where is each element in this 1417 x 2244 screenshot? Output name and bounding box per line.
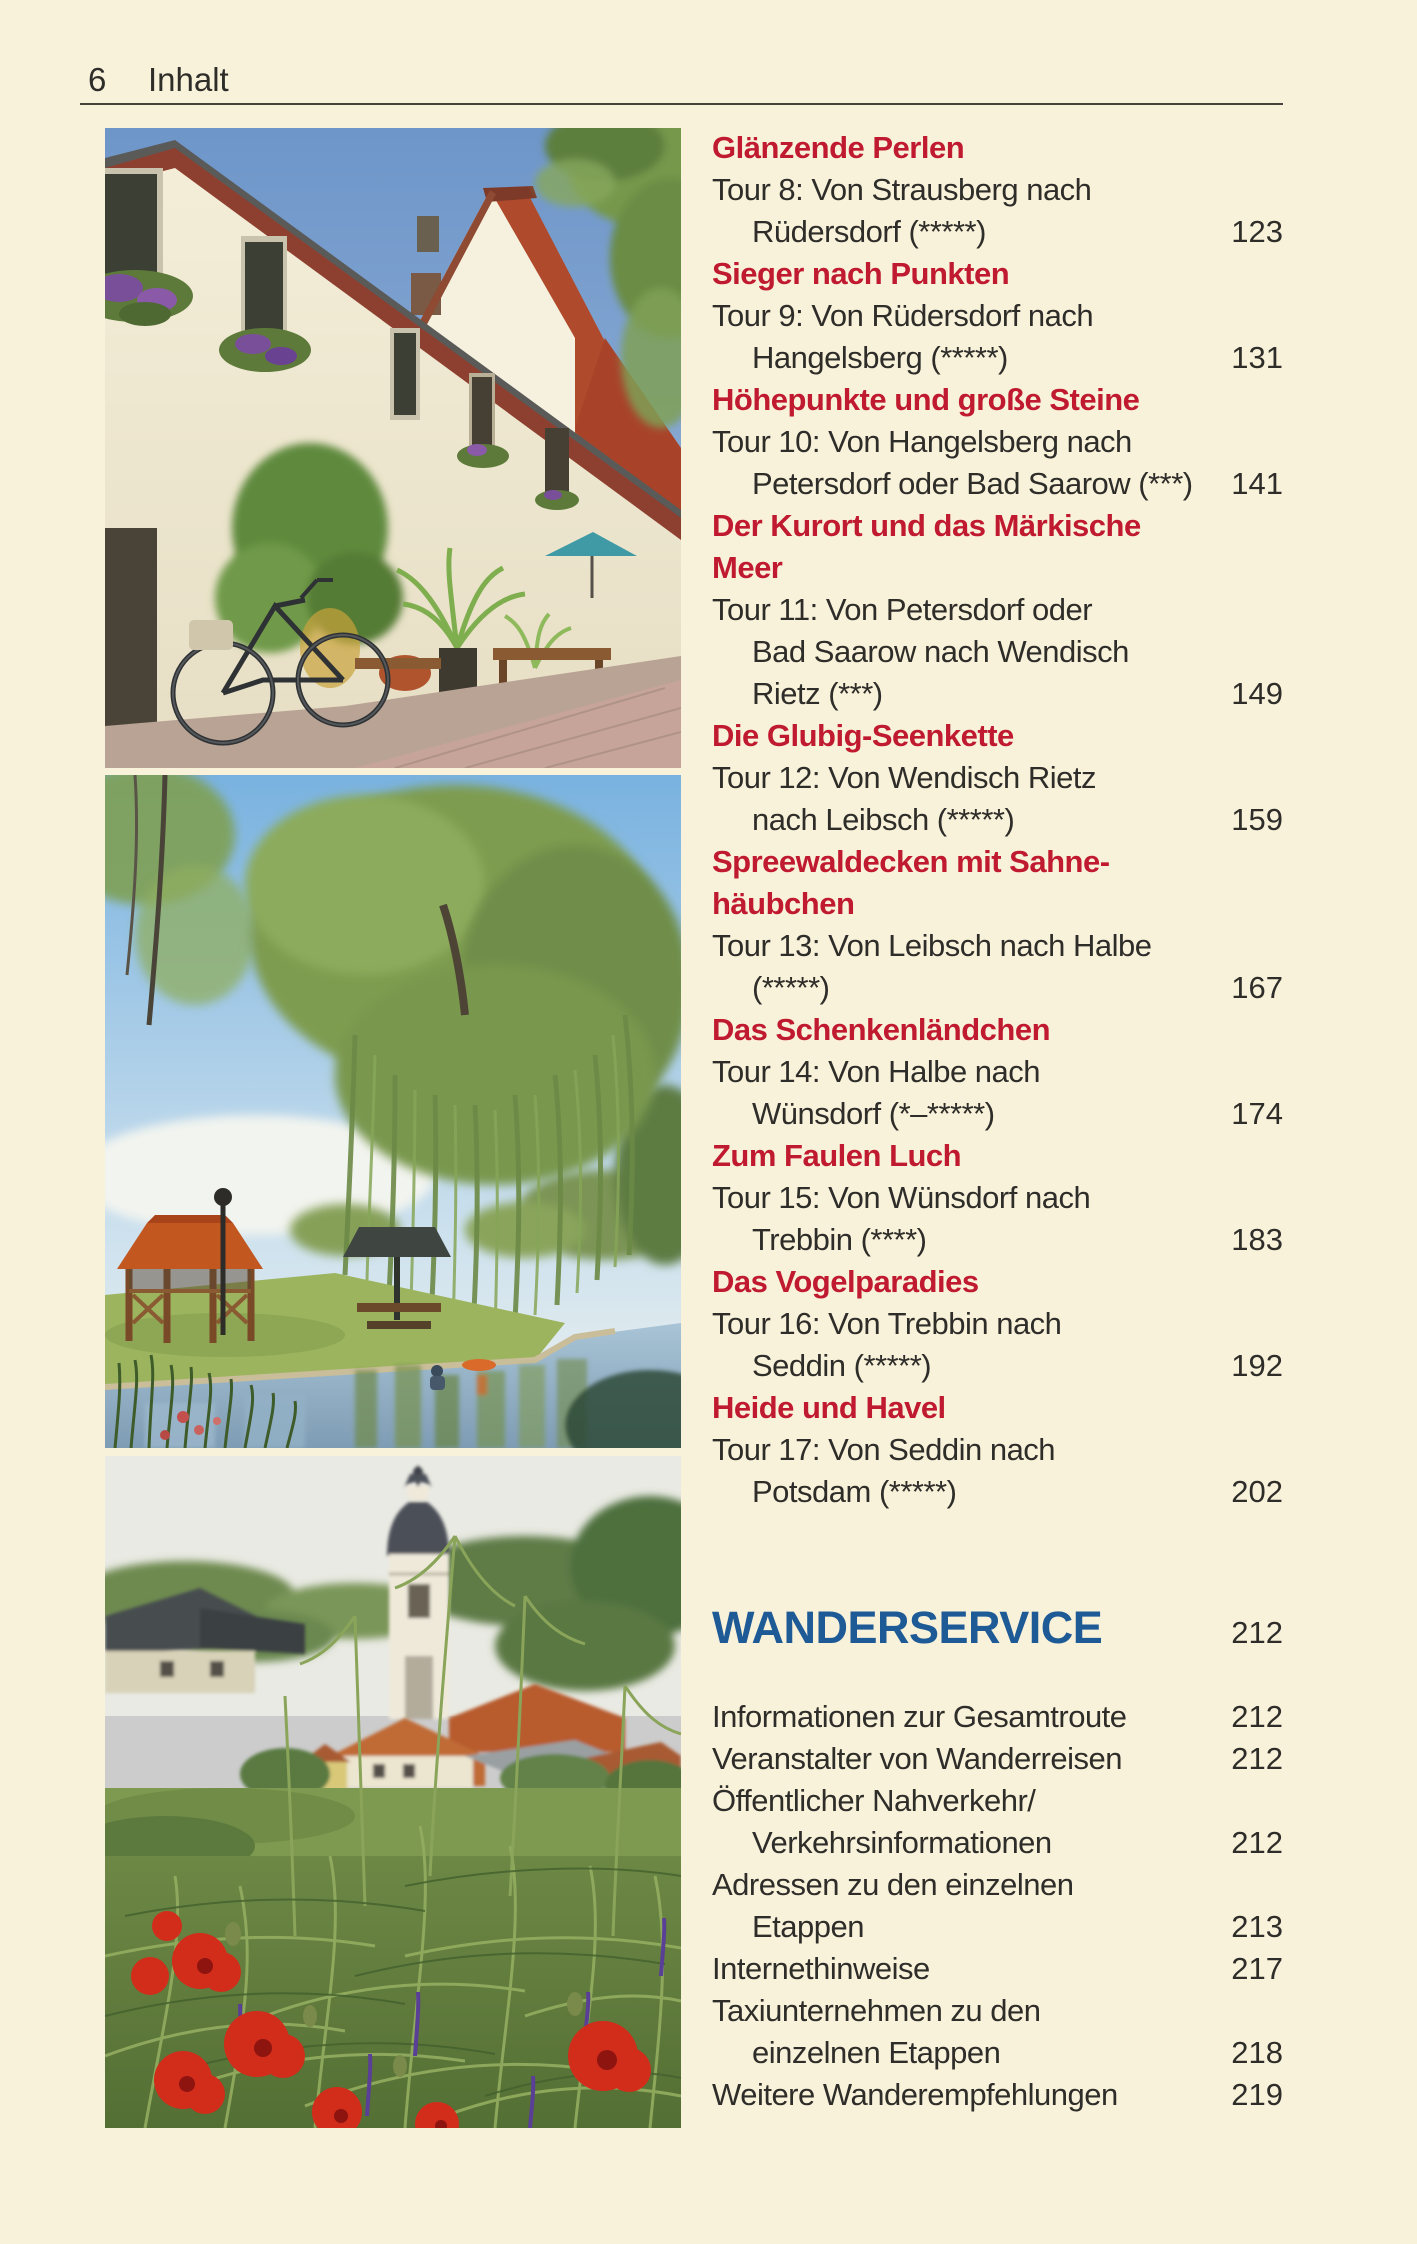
service-page-number: 213 [1231,1909,1283,1944]
toc-line-text: Hangelsberg (*****) [752,340,1008,375]
service-line-text: Taxiunternehmen zu den [712,1993,1041,2028]
toc-line-text: Tour 10: Von Hangelsberg nach [712,424,1132,459]
toc-line-text: Petersdorf oder Bad Saarow (***) [752,466,1193,501]
service-page-number: 212 [1231,1699,1283,1734]
toc-entry-line [712,169,1283,211]
toc-line-text: Bad Saarow nach Wendisch [752,634,1129,669]
service-entry-line [712,1780,1283,1822]
service-page-number: 212 [1231,1741,1283,1776]
service-line-text: Internethinweise [712,1951,930,1986]
toc-page-number: 202 [1231,1474,1283,1509]
toc-section-heading-line [712,1009,1283,1051]
toc-line-text: Glänzende Perlen [712,130,965,165]
toc-entry-line [712,295,1283,337]
service-entry-line [712,1990,1283,2032]
page-number: 6 [88,61,107,98]
toc-line-text: Tour 14: Von Halbe nach [712,1054,1041,1089]
toc-line-text: Tour 11: Von Petersdorf oder [712,592,1093,627]
toc-line-text: Tour 9: Von Rüdersdorf nach [712,298,1094,333]
toc-line-text: Rietz (***) [752,676,883,711]
toc-section-heading-line [712,883,1283,925]
toc-section-heading-line [712,1387,1283,1429]
toc-line-text: Trebbin (****) [752,1222,927,1257]
toc-line-text: Meer [712,550,783,585]
photo-guesthouse-street [105,128,681,768]
toc-entry-line [712,799,1283,841]
toc-entry-line [712,1303,1283,1345]
service-line-text: Informationen zur Gesamtroute [712,1699,1127,1734]
service-line-text: Veranstalter von Wanderreisen [712,1741,1122,1776]
toc-line-text: Sieger nach Punkten [712,256,1010,291]
toc-line-text: Spreewaldecken mit Sahne- [712,844,1110,879]
toc-line-text: Rüdersdorf (*****) [752,214,986,249]
service-line-text: Weitere Wanderempfehlungen [712,2077,1118,2112]
small-boat [462,1359,496,1371]
service-entry-line [712,1696,1283,1738]
toc-entry-line [712,1051,1283,1093]
toc-line-text: (*****) [752,970,830,1005]
toc-line-text: Tour 17: Von Seddin nach [712,1432,1056,1467]
toc-line-text: Die Glubig-Seenkette [712,718,1014,753]
toc-page-number: 183 [1231,1222,1283,1257]
toc-entry-line [712,589,1283,631]
page-title: Inhalt [148,61,229,98]
service-list [712,1696,1283,2116]
toc-line-text: Tour 12: Von Wendisch Rietz [712,760,1096,795]
service-line-text: Etappen [752,1909,864,1944]
toc-line-text: häubchen [712,886,855,921]
toc-page-number: 167 [1231,970,1283,1005]
wanderservice-heading: WANDERSERVICE [712,1602,1103,1653]
toc-page-number: 141 [1231,466,1283,501]
toc-line-text: Tour 16: Von Trebbin nach [712,1306,1062,1341]
toc-section-heading-line [712,379,1283,421]
toc-entry-line [712,1345,1283,1387]
header-rule [80,103,1283,105]
service-entry-line [712,1738,1283,1780]
toc-entry-line [712,337,1283,379]
toc-entry-line [712,925,1283,967]
service-line-text: Verkehrsinformationen [752,1825,1052,1860]
toc-page-number: 174 [1231,1096,1283,1131]
toc-list [712,127,1283,1513]
toc-line-text: nach Leibsch (*****) [752,802,1015,837]
toc-page-number: 149 [1231,676,1283,711]
toc-entry-line [712,1219,1283,1261]
toc-page-number: 192 [1231,1348,1283,1383]
wanderservice-page-number: 212 [1231,1615,1283,1650]
toc-section-heading-line [712,127,1283,169]
toc-line-text: Das Schenkenländchen [712,1012,1051,1047]
toc-section-heading-line [712,1135,1283,1177]
service-entry-line [712,1948,1283,1990]
service-line-text: Öffentlicher Nahverkehr/ [712,1783,1036,1818]
toc-entry-line [712,967,1283,1009]
toc-section-heading-line [712,841,1283,883]
toc-entry-line [712,1471,1283,1513]
bicycle-basket [189,620,233,650]
photo-willow-pond-park [105,775,681,1448]
toc-section-heading-line [712,1261,1283,1303]
toc-page-number: 123 [1231,214,1283,249]
toc-entry-line [712,673,1283,715]
service-entry-line [712,2032,1283,2074]
service-entry-line [712,1864,1283,1906]
service-page-number: 218 [1231,2035,1283,2070]
wanderservice-heading-row [712,1601,1283,1660]
toc-page-number: 159 [1231,802,1283,837]
toc-line-text: Höhepunkte und große Steine [712,382,1140,417]
toc-line-text: Das Vogelparadies [712,1264,979,1299]
toc-section-heading-line [712,547,1283,589]
toc-line-text: Der Kurort und das Märkische [712,508,1141,543]
service-page-number: 217 [1231,1951,1283,1986]
table-of-contents [712,127,1283,2116]
photo-poppy-field-church [105,1456,681,2128]
toc-section-heading-line [712,253,1283,295]
toc-page-number: 131 [1231,340,1283,375]
toc-entry-line [712,1429,1283,1471]
service-line-text: einzelnen Etappen [752,2035,1001,2070]
toc-entry-line [712,211,1283,253]
toc-line-text: Zum Faulen Luch [712,1138,962,1173]
service-page-number: 212 [1231,1825,1283,1860]
service-line-text: Adressen zu den einzelnen [712,1867,1074,1902]
toc-entry-line [712,463,1283,505]
toc-entry-line [712,421,1283,463]
toc-entry-line [712,1177,1283,1219]
service-entry-line [712,2074,1283,2116]
door [105,528,157,728]
service-page-number: 219 [1231,2077,1283,2112]
toc-line-text: Heide und Havel [712,1390,946,1425]
toc-section-heading-line [712,715,1283,757]
toc-line-text: Potsdam (*****) [752,1474,957,1509]
toc-line-text: Tour 13: Von Leibsch nach Halbe [712,928,1152,963]
service-entry-line [712,1906,1283,1948]
toc-entry-line [712,757,1283,799]
toc-section-heading-line [712,505,1283,547]
service-entry-line [712,1822,1283,1864]
toc-line-text: Tour 8: Von Strausberg nach [712,172,1092,207]
toc-entry-line [712,631,1283,673]
toc-entry-line [712,1093,1283,1135]
toc-line-text: Tour 15: Von Wünsdorf nach [712,1180,1091,1215]
toc-line-text: Wünsdorf (*–*****) [752,1096,995,1131]
toc-line-text: Seddin (*****) [752,1348,932,1383]
